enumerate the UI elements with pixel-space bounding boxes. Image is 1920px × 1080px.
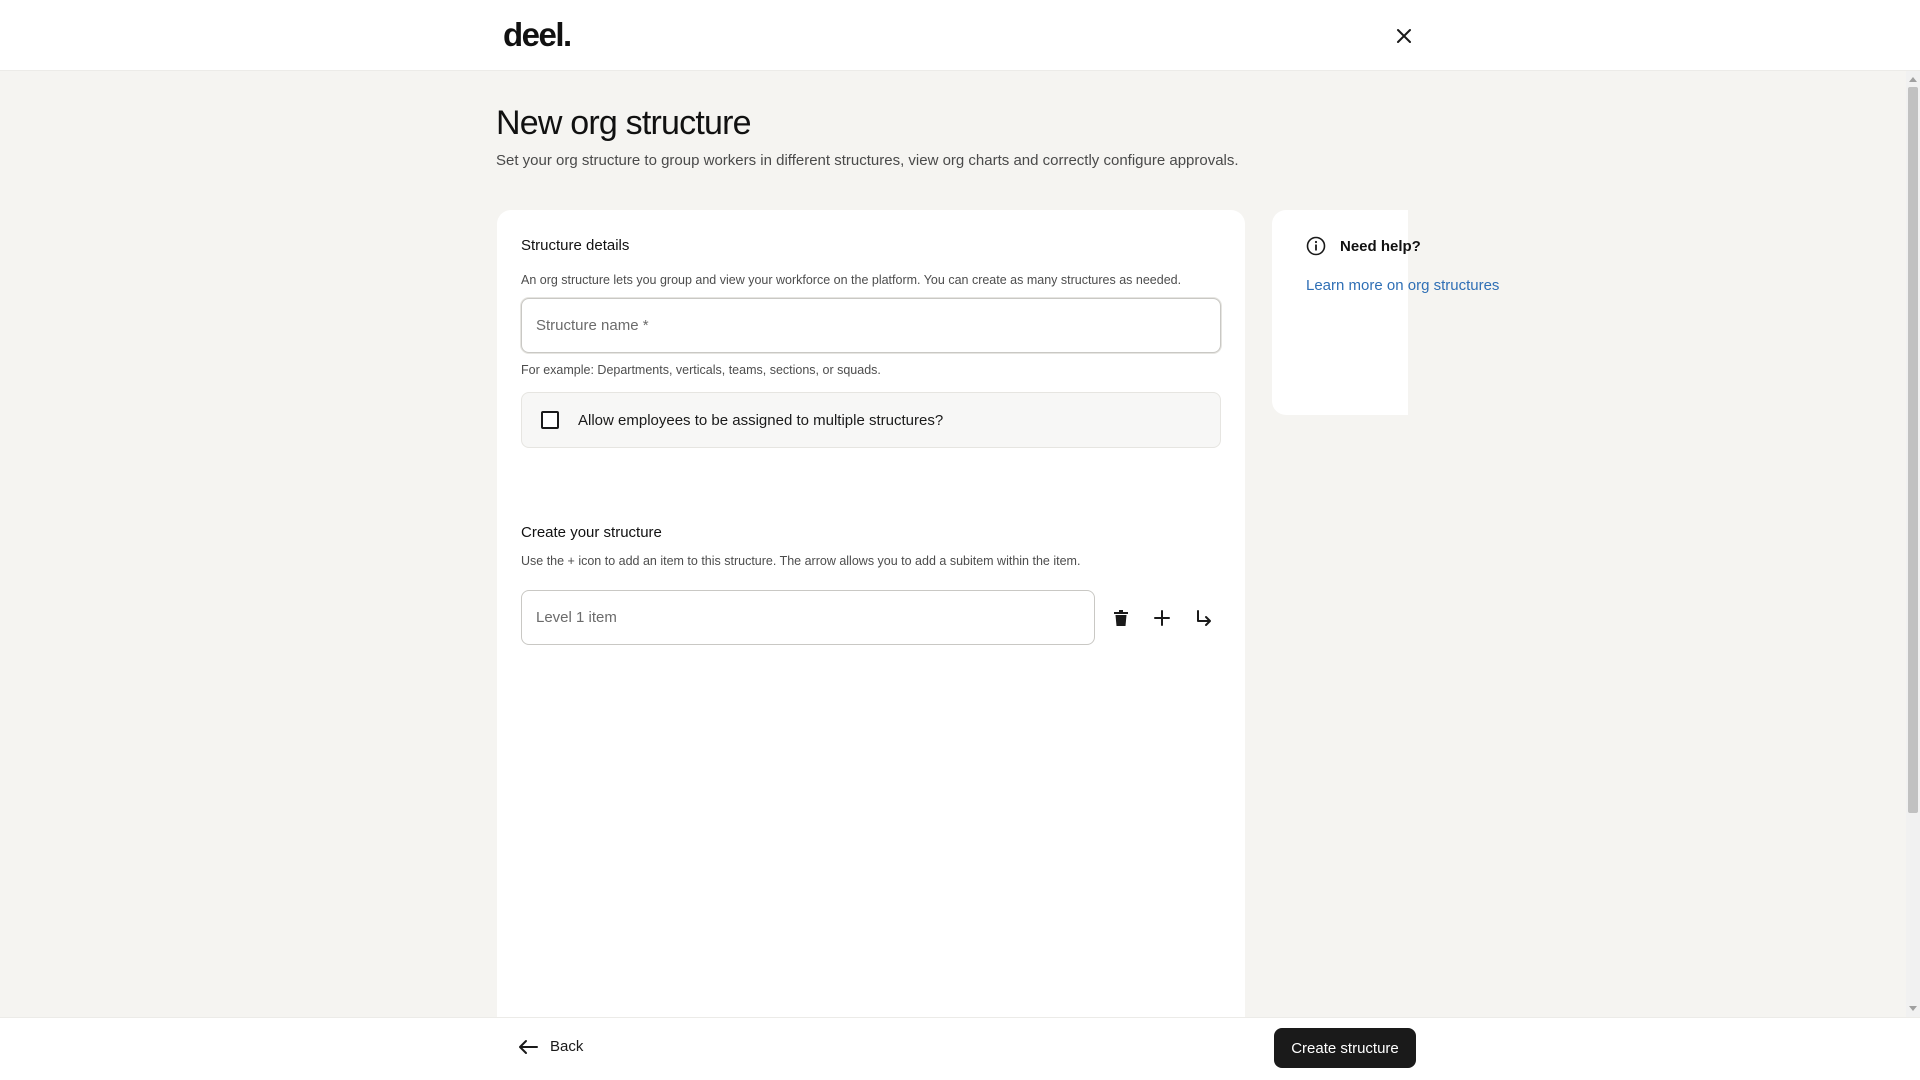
footer-bar bbox=[0, 1017, 1920, 1080]
structure-details-title: Structure details bbox=[521, 237, 630, 254]
trash-icon bbox=[1114, 610, 1128, 626]
multi-assign-option[interactable] bbox=[521, 392, 1221, 448]
delete-item-button[interactable] bbox=[1106, 603, 1136, 633]
page-subtitle: Set your org structure to group workers in different structures, view org charts and correctly configure approvals. bbox=[496, 152, 1239, 169]
plus-icon bbox=[1154, 610, 1170, 626]
structure-name-input[interactable] bbox=[522, 299, 1220, 352]
add-subitem-button[interactable] bbox=[1189, 603, 1219, 633]
deel-logo: deel. bbox=[503, 16, 571, 53]
back-label: Back bbox=[550, 1038, 584, 1055]
help-title: Need help? bbox=[1340, 237, 1421, 255]
scrollbar-thumb[interactable] bbox=[1908, 87, 1918, 813]
level-1-item-field[interactable] bbox=[521, 590, 1095, 645]
help-card bbox=[1272, 210, 1500, 415]
multi-assign-checkbox[interactable] bbox=[541, 411, 559, 429]
create-structure-title: Create your structure bbox=[521, 524, 662, 541]
structure-name-hint: For example: Departments, verticals, teams, sections, or squads. bbox=[521, 363, 881, 377]
info-icon bbox=[1306, 236, 1326, 256]
close-icon bbox=[1396, 28, 1412, 44]
page-content bbox=[0, 71, 1906, 1017]
close-button[interactable] bbox=[1390, 22, 1418, 50]
page-title: New org structure bbox=[496, 104, 751, 142]
create-structure-card bbox=[497, 498, 1245, 1058]
structure-details-card bbox=[497, 210, 1245, 543]
learn-more-link[interactable]: Learn more on org structures bbox=[1306, 277, 1500, 294]
create-structure-button[interactable]: Create structure bbox=[1274, 1028, 1416, 1068]
create-structure-description: Use the + icon to add an item to this structure. The arrow allows you to add a subitem within the item. bbox=[521, 554, 1081, 568]
vertical-scrollbar[interactable] bbox=[1906, 71, 1920, 1017]
scroll-down-arrow-icon[interactable] bbox=[1909, 1006, 1917, 1011]
top-bar bbox=[0, 0, 1920, 71]
back-button[interactable] bbox=[518, 1038, 583, 1055]
structure-item-row bbox=[521, 590, 1221, 646]
scroll-up-arrow-icon[interactable] bbox=[1909, 77, 1917, 82]
help-header bbox=[1306, 236, 1421, 256]
add-item-button[interactable] bbox=[1147, 603, 1177, 633]
multi-assign-label: Allow employees to be assigned to multiple structures? bbox=[578, 411, 944, 429]
subitem-arrow-icon bbox=[1195, 609, 1213, 627]
arrow-left-icon bbox=[518, 1039, 538, 1055]
level-1-item-input[interactable] bbox=[522, 591, 1094, 644]
structure-name-field[interactable] bbox=[521, 298, 1221, 353]
structure-details-description: An org structure lets you group and view your workforce on the platform. You can create as many structures as needed. bbox=[521, 273, 1182, 287]
